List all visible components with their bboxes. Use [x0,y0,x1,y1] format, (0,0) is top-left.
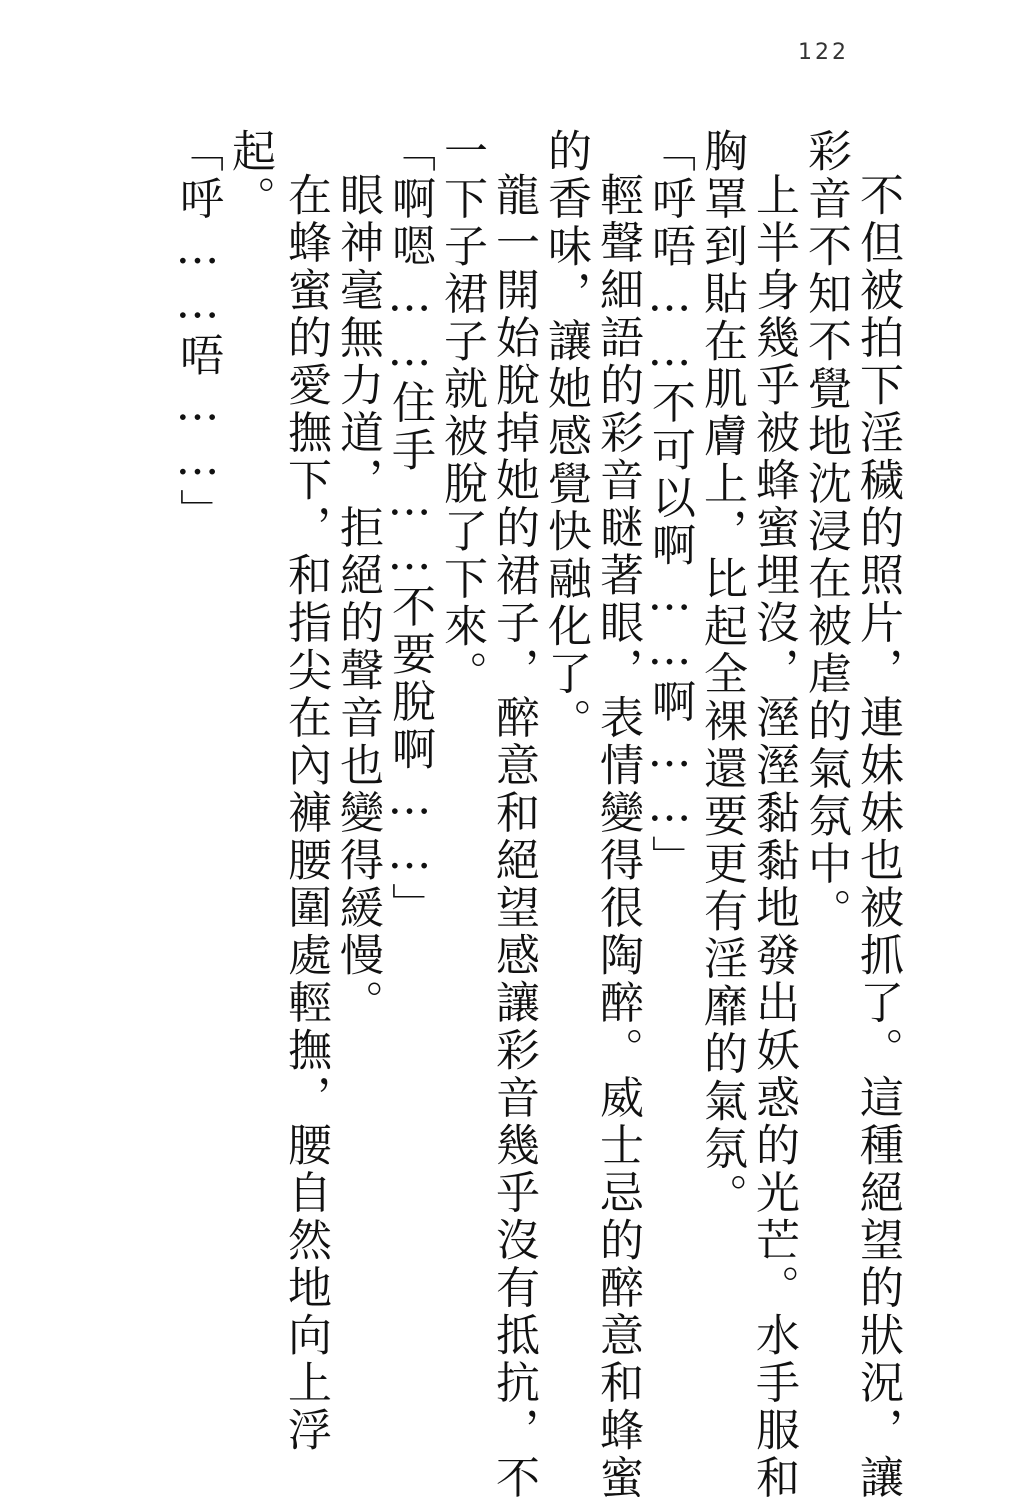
text-column-14: 「呼……唔……」 [172,128,223,536]
text-column-7: 的香味，讓她感覺快融化了。 [540,128,591,746]
text-column-8: 龍一開始脫掉她的裙子，醉意和絕望感讓彩音幾乎沒有抵抗，不 [488,172,539,1502]
text-column-12: 在蜂蜜的愛撫下，和指尖在內褲腰圍處輕撫，腰自然地向上浮 [280,172,331,1455]
text-column-3: 上半身幾乎被蜂蜜埋沒，溼溼黏黏地發出妖惑的光芒。水手服和 [748,172,799,1502]
text-column-11: 眼神毫無力道，拒絕的聲音也變得緩慢。 [332,172,383,1027]
text-column-4: 胸罩到貼在肌膚上，比起全裸還要更有淫靡的氣氛。 [696,128,747,1221]
text-column-2: 彩音不知不覺地沈浸在被虐的氣氛中。 [800,128,851,936]
text-column-10: 「啊嗯……住手……不要脫啊……」 [384,128,435,930]
text-column-13: 起。 [224,128,275,223]
text-column-9: 一下子裙子就被脫了下來。 [436,128,487,698]
page-number: 122 [798,40,849,65]
text-column-1: 不但被拍下淫穢的照片，連妹妹也被抓了。這種絕望的狀況，讓 [852,172,903,1502]
text-column-6: 輕聲細語的彩音瞇著眼，表情變得很陶醉。威士忌的醉意和蜂蜜 [592,172,643,1502]
text-column-5: 「呼唔……不可以啊……啊……」 [644,128,695,883]
